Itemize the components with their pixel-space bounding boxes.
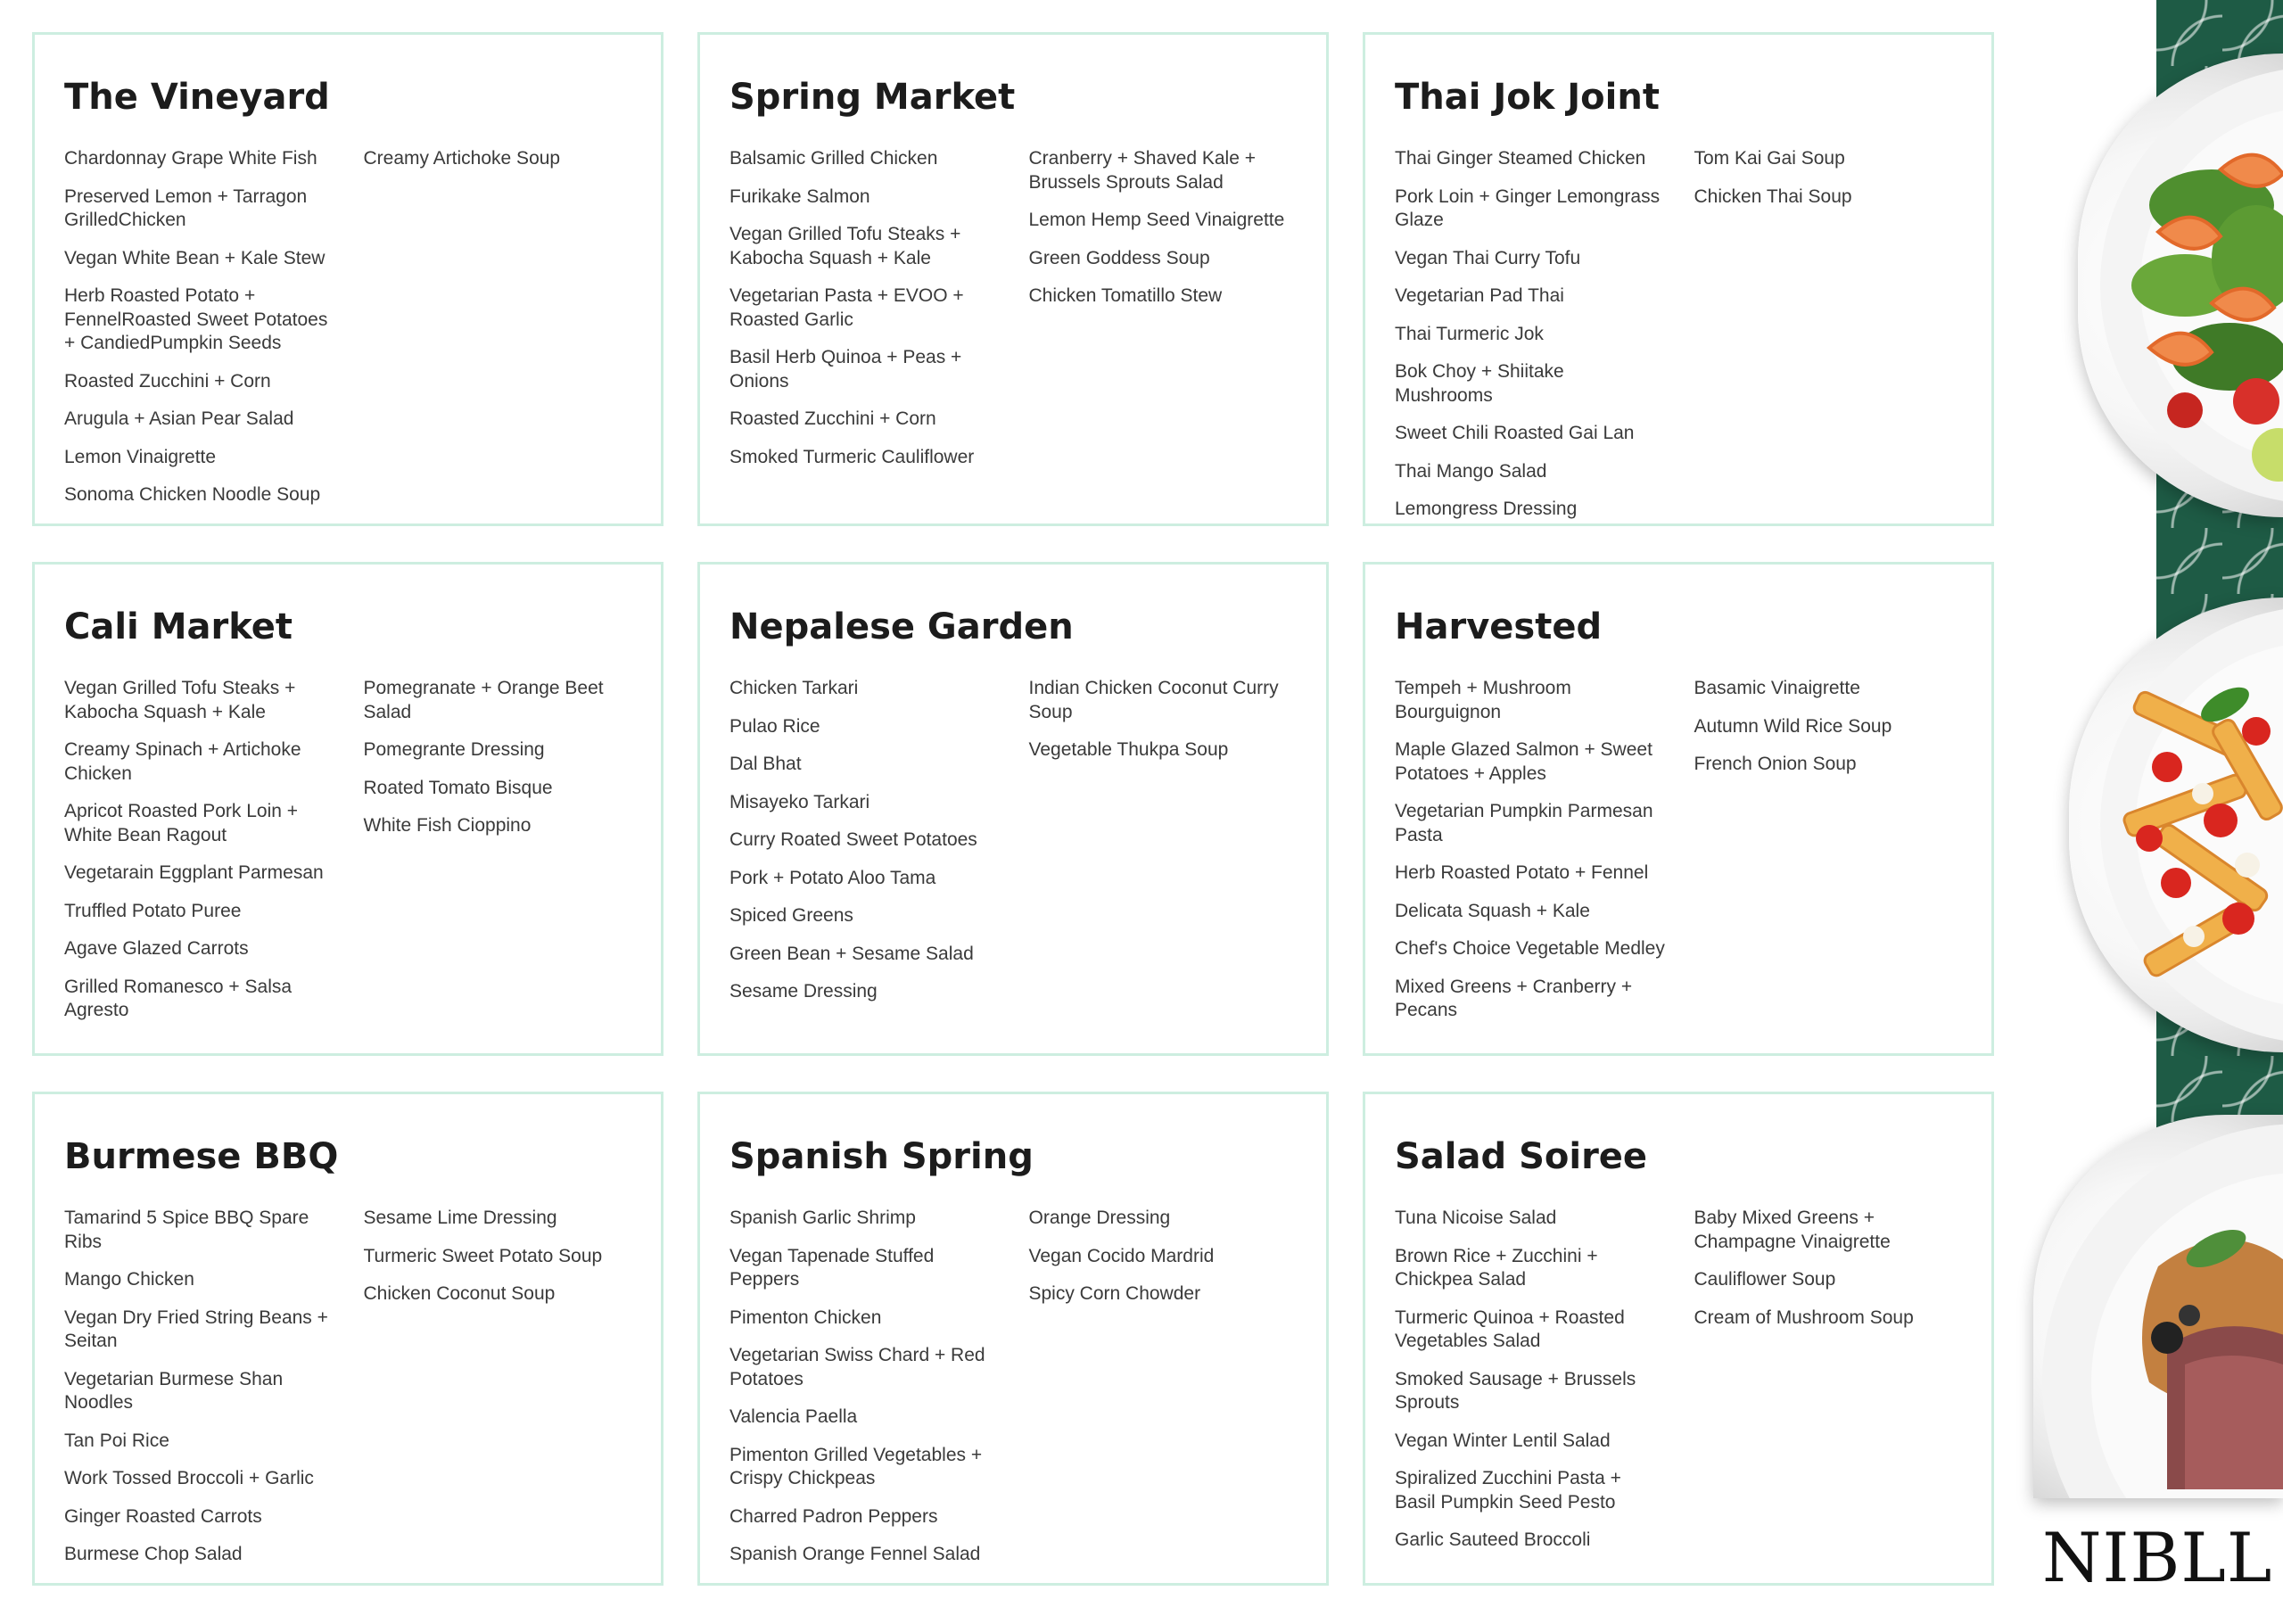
card-nepalese-garden — [697, 562, 1329, 1056]
menu-item: Herb Roasted Potato + Fennel — [1395, 862, 1649, 883]
menu-item: Furikake Salmon — [729, 185, 870, 207]
menu-item: Spanish Garlic Shrimp — [729, 1208, 916, 1228]
menu-item: Misayeko Tarkari — [729, 791, 870, 812]
menu-column-2 — [1029, 1207, 1300, 1567]
card-spanish-spring — [697, 1092, 1329, 1586]
menu-item: Spiralized Zucchini Pasta + Basil Pumpkin Seed Pesto — [1395, 1468, 1621, 1513]
card-title: Spanish Spring — [729, 1136, 1034, 1177]
menu-item: Maple Glazed Salmon + Sweet Potatoes + Apples — [1395, 739, 1652, 784]
menu-item: Orange Dressing — [1028, 1208, 1171, 1228]
card-burmese-bbq — [32, 1092, 663, 1586]
card-title: Salad Soiree — [1395, 1136, 1648, 1177]
menu-column-1 — [729, 1207, 1001, 1567]
menu-item: Sesame Lime Dressing — [363, 1208, 557, 1228]
menu-item: Green Goddess Soup — [1028, 247, 1210, 268]
menu-item: Apricot Roasted Pork Loin + White Bean Ragout — [64, 801, 299, 845]
menu-item: Bok Choy + Shiitake Mushrooms — [1395, 361, 1564, 406]
menu-item: Roasted Zucchini + Corn — [64, 370, 271, 392]
menu-item: Lemongress Dressing — [1395, 499, 1578, 519]
menu-item: Curry Roated Sweet Potatoes — [729, 829, 977, 850]
menu-item: Vegetarain Eggplant Parmesan — [64, 862, 324, 883]
menu-item: French Onion Soup — [1694, 754, 1857, 774]
menu-column-1 — [729, 147, 1001, 469]
menu-item: Vegetarian Pasta + EVOO + Roasted Garlic — [729, 285, 964, 330]
menu-item: Chicken Coconut Soup — [363, 1283, 556, 1304]
card-harvested — [1363, 562, 1994, 1056]
menu-item: Basil Herb Quinoa + Peas + Onions — [729, 347, 962, 392]
menu-item: Roasted Zucchini + Corn — [729, 408, 936, 429]
menu-item: Chicken Tomatillo Stew — [1028, 285, 1223, 306]
menu-item: Vegetarian Pad Thai — [1395, 285, 1564, 306]
menu-item: Valencia Paella — [729, 1406, 858, 1427]
menu-item: Vegan White Bean + Kale Stew — [64, 247, 326, 268]
steak-plate-image — [2033, 1115, 2283, 1498]
menu-item: Pulao Rice — [729, 715, 820, 737]
menu-item: Indian Chicken Coconut Curry Soup — [1028, 678, 1279, 722]
nibll-logo: NIBLL — [2042, 1518, 2273, 1597]
menu-column-1 — [1395, 147, 1666, 522]
menu-item: Delicata Squash + Kale — [1395, 900, 1590, 921]
menu-column-2 — [364, 1207, 635, 1567]
menu-item: Vegetarian Swiss Chard + Red Potatoes — [729, 1345, 985, 1389]
menu-column-2 — [364, 147, 635, 507]
card-title: Cali Market — [64, 606, 293, 647]
menu-item: Vegetarian Burmese Shan Noodles — [64, 1368, 284, 1413]
card-title: Nepalese Garden — [729, 606, 1074, 647]
menu-item: Ginger Roasted Carrots — [64, 1505, 262, 1527]
shrimp-salad-plate-image — [2078, 54, 2283, 517]
card-title: The Vineyard — [64, 77, 330, 118]
card-spring-market — [697, 32, 1329, 526]
menu-column-2 — [364, 677, 635, 1023]
menu-item: Pork Loin + Ginger Lemongrass Glaze — [1395, 185, 1661, 230]
menu-item: Baby Mixed Greens + Champagne Vinaigrette — [1694, 1208, 1891, 1252]
menu-column-1 — [729, 677, 1001, 1004]
menu-item: Agave Glazed Carrots — [64, 938, 249, 959]
menu-item: Brown Rice + Zucchini + Chickpea Salad — [1395, 1245, 1598, 1290]
menu-item: Vegan Winter Lentil Salad — [1395, 1430, 1611, 1451]
menu-item: Tan Poi Rice — [64, 1430, 169, 1451]
menu-column-2 — [1694, 677, 1966, 1023]
menu-item: Sweet Chili Roasted Gai Lan — [1395, 423, 1635, 443]
card-cali-market — [32, 562, 663, 1056]
menu-item: Arugula + Asian Pear Salad — [64, 408, 294, 429]
menu-item: Tom Kai Gai Soup — [1694, 148, 1845, 169]
menu-item: Dal Bhat — [729, 754, 802, 774]
menu-item: Pimenton Grilled Vegetables + Crispy Chickpeas — [729, 1444, 983, 1488]
menu-item: Grilled Romanesco + Salsa Agresto — [64, 976, 293, 1020]
menu-item: Vegan Grilled Tofu Steaks + Kabocha Squash + Kale — [64, 678, 296, 722]
menu-item: Basamic Vinaigrette — [1694, 678, 1860, 698]
card-title: Spring Market — [729, 77, 1016, 118]
menu-column-1 — [64, 1207, 335, 1567]
menu-column-2 — [1029, 147, 1300, 469]
menu-column-1 — [1395, 1207, 1666, 1553]
menu-item: Vegan Dry Fried String Beans + Seitan — [64, 1307, 328, 1351]
menu-item: Vegan Cocido Mardrid — [1028, 1245, 1215, 1266]
menu-item: Balsamic Grilled Chicken — [729, 148, 938, 169]
menu-item: Cranberry + Shaved Kale + Brussels Sprouts Salad — [1028, 148, 1256, 193]
card-title: Burmese BBQ — [64, 1136, 339, 1177]
menu-item: Roated Tomato Bisque — [363, 777, 553, 798]
menu-item: Spicy Corn Chowder — [1028, 1283, 1201, 1304]
menu-item: Herb Roasted Potato + FennelRoasted Sweet Potatoes + CandiedPumpkin Seeds — [64, 285, 328, 353]
menu-item: Garlic Sauteed Broccoli — [1395, 1529, 1591, 1550]
menu-item: Charred Padron Peppers — [729, 1505, 938, 1527]
menu-item: Smoked Turmeric Cauliflower — [729, 446, 975, 467]
menu-column-1 — [64, 147, 335, 507]
card-salad-soiree — [1363, 1092, 1994, 1586]
menu-item: White Fish Cioppino — [363, 815, 532, 836]
menu-item: Creamy Spinach + Artichoke Chicken — [64, 739, 301, 784]
menu-item: Sesame Dressing — [729, 981, 878, 1002]
menu-item: Vegetarian Pumpkin Parmesan Pasta — [1395, 801, 1653, 845]
menu-item: Smoked Sausage + Brussels Sprouts — [1395, 1368, 1636, 1413]
menu-item: Truffled Potato Puree — [64, 900, 242, 921]
menu-item: Preserved Lemon + Tarragon GrilledChicken — [64, 185, 308, 230]
card-the-vineyard — [32, 32, 663, 526]
menu-item: Sonoma Chicken Noodle Soup — [64, 484, 321, 505]
menu-column-1 — [64, 677, 335, 1023]
menu-item: Chardonnay Grape White Fish — [64, 148, 317, 169]
menu-item: Vegan Tapenade Stuffed Peppers — [729, 1245, 935, 1290]
menu-column-2 — [1694, 147, 1966, 522]
menu-item: Burmese Chop Salad — [64, 1544, 243, 1564]
card-thai-jok-joint — [1363, 32, 1994, 526]
menu-item: Chicken Tarkari — [729, 678, 859, 698]
menu-item: Thai Mango Salad — [1395, 460, 1547, 482]
menu-item: Vegan Thai Curry Tofu — [1395, 247, 1581, 268]
menu-item: Mango Chicken — [64, 1269, 194, 1290]
menu-item: Mixed Greens + Cranberry + Pecans — [1395, 976, 1633, 1020]
menu-item: Tuna Nicoise Salad — [1395, 1208, 1557, 1228]
menu-item: Autumn Wild Rice Soup — [1694, 715, 1892, 737]
menu-item: Pork + Potato Aloo Tama — [729, 867, 936, 888]
menu-item: Pomegranate + Orange Beet Salad — [363, 678, 604, 722]
menu-item: Green Bean + Sesame Salad — [729, 943, 974, 964]
menu-item: Work Tossed Broccoli + Garlic — [64, 1468, 314, 1488]
menu-item: Tempeh + Mushroom Bourguignon — [1395, 678, 1571, 722]
menu-item: Vegetable Thukpa Soup — [1028, 739, 1229, 760]
card-title: Harvested — [1395, 606, 1603, 647]
menu-item: Turmeric Quinoa + Roasted Vegetables Salad — [1395, 1307, 1625, 1351]
menu-item: Tamarind 5 Spice BBQ Spare Ribs — [64, 1208, 309, 1252]
menu-column-1 — [1395, 677, 1666, 1023]
menu-column-2 — [1029, 677, 1300, 1004]
menu-item: Pimenton Chicken — [729, 1307, 882, 1328]
menu-item: Thai Turmeric Jok — [1395, 323, 1544, 344]
menu-item: Lemon Hemp Seed Vinaigrette — [1028, 210, 1285, 230]
card-title: Thai Jok Joint — [1395, 77, 1660, 118]
menu-item: Lemon Vinaigrette — [64, 446, 217, 467]
menu-item: Pomegrante Dressing — [363, 739, 545, 760]
menu-item: Chef's Choice Vegetable Medley — [1395, 938, 1665, 959]
menu-item: Spanish Orange Fennel Salad — [729, 1544, 981, 1564]
pasta-plate-image — [2069, 598, 2283, 1052]
menu-column-2 — [1694, 1207, 1966, 1553]
menu-item: Chicken Thai Soup — [1694, 185, 1852, 207]
menu-item: Creamy Artichoke Soup — [363, 148, 561, 169]
menu-item: Thai Ginger Steamed Chicken — [1395, 148, 1646, 169]
menu-item: Vegan Grilled Tofu Steaks + Kabocha Squash + Kale — [729, 224, 961, 268]
menu-item: Turmeric Sweet Potato Soup — [363, 1245, 603, 1266]
menu-item: Spiced Greens — [729, 905, 853, 926]
menu-item: Cream of Mushroom Soup — [1694, 1307, 1914, 1328]
menu-item: Cauliflower Soup — [1694, 1269, 1836, 1290]
